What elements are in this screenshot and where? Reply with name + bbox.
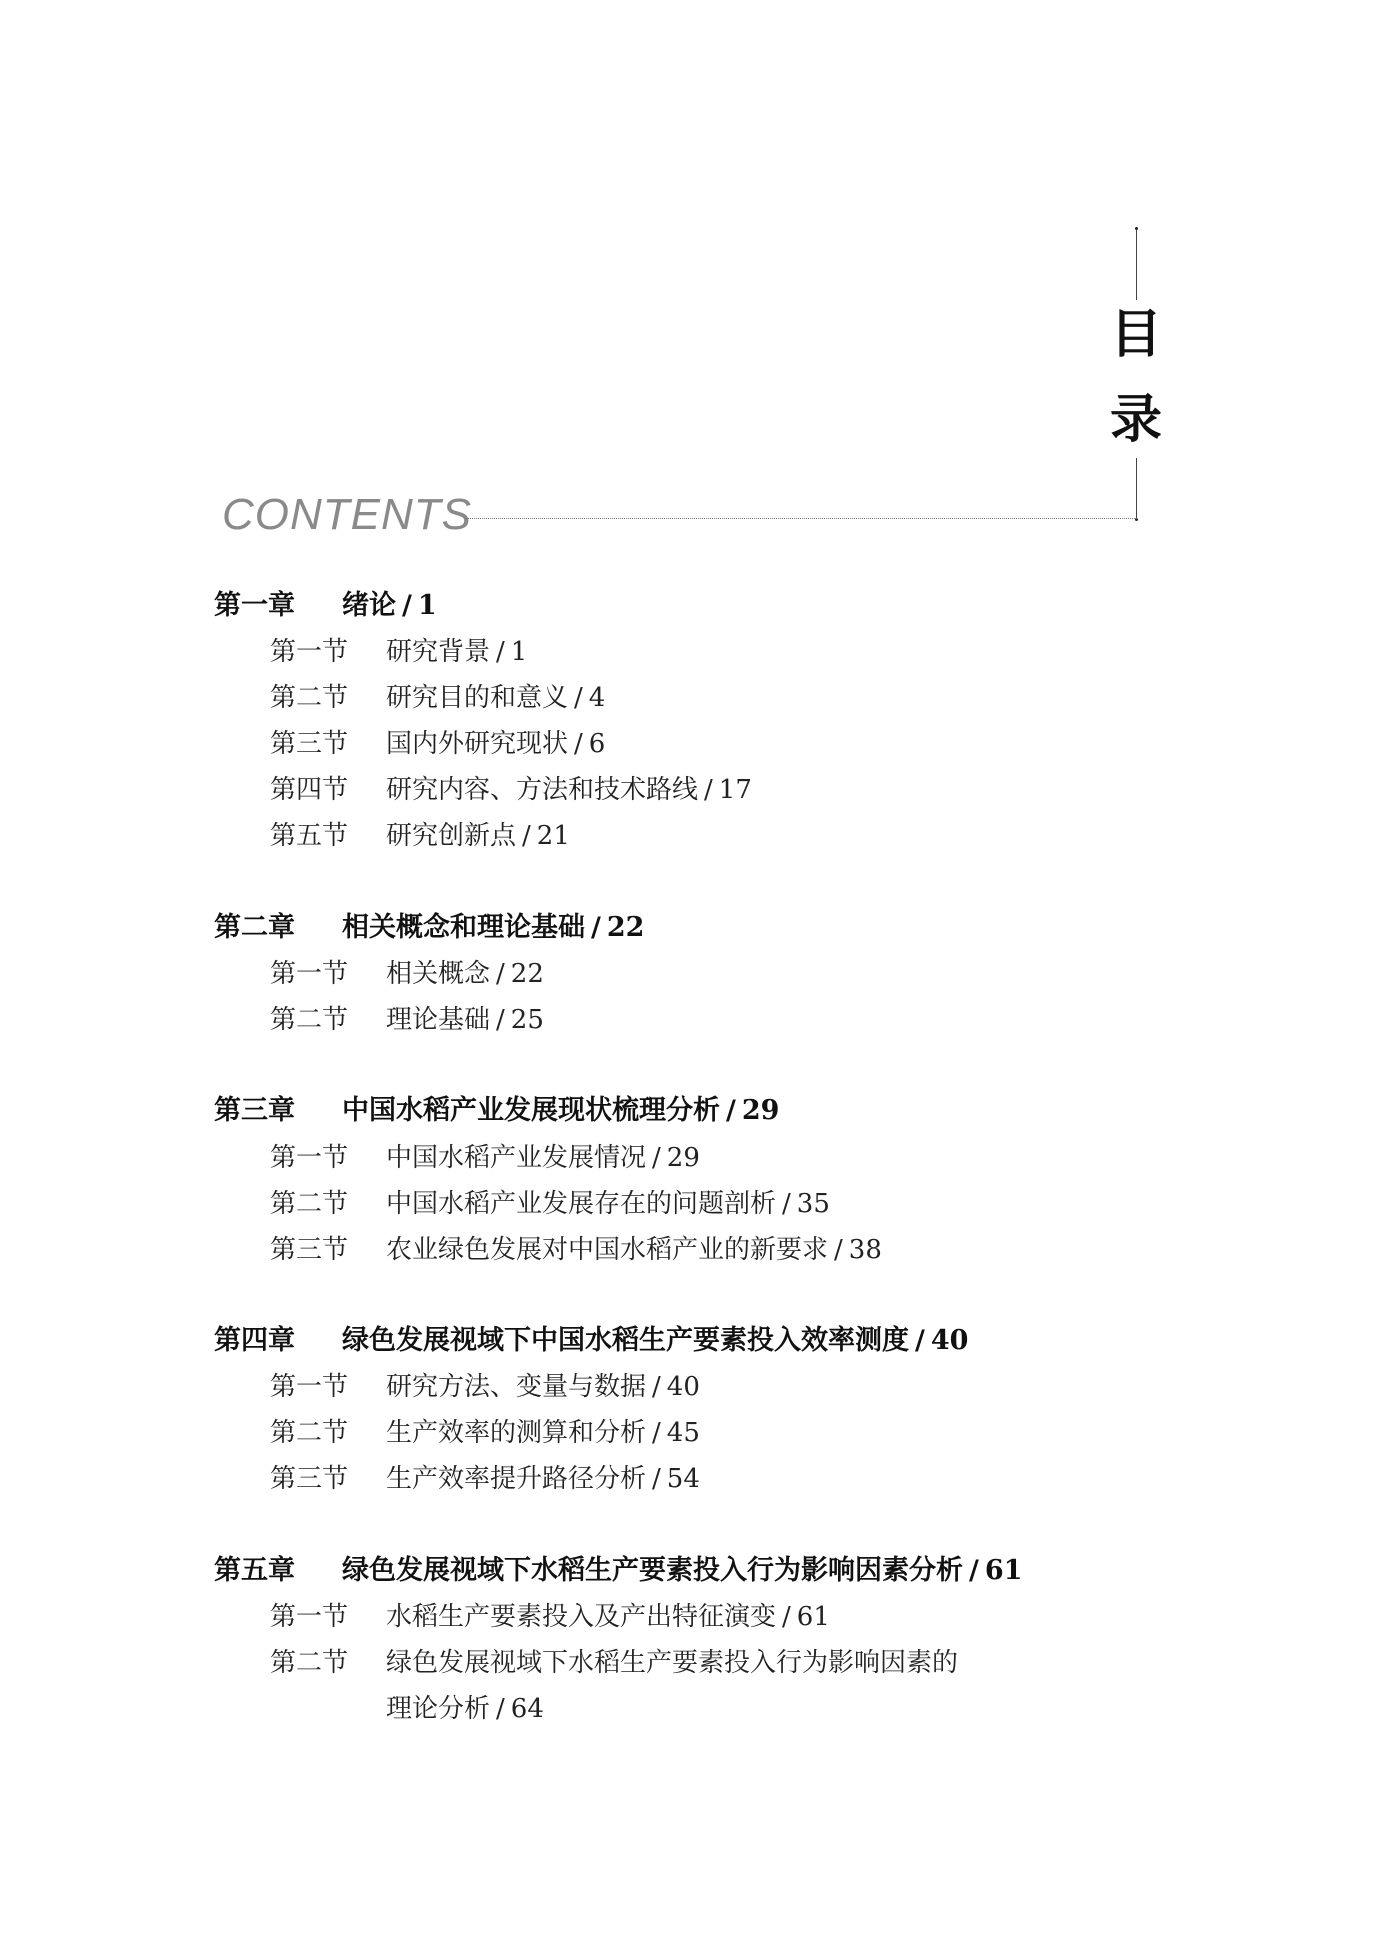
section-label: 第一节 [270, 1143, 349, 1173]
toc-section-5-2-continued[interactable] [386, 1691, 544, 1727]
section-page: 1 [510, 637, 528, 667]
page-separator: / [726, 1095, 736, 1126]
section-page: 4 [588, 683, 606, 713]
page-separator: / [496, 637, 505, 667]
chapter-label: 第二章 [214, 912, 295, 943]
toc-section-1-5[interactable] [270, 818, 570, 854]
section-page: 22 [510, 959, 544, 989]
page-separator: / [496, 959, 505, 989]
section-label: 第五节 [270, 821, 349, 851]
section-label: 第四节 [270, 775, 349, 805]
page-separator: / [652, 1464, 661, 1494]
page-separator: / [652, 1372, 661, 1402]
section-page: 61 [796, 1602, 830, 1632]
section-page: 17 [718, 775, 752, 805]
section-page: 25 [510, 1005, 544, 1035]
section-title: 国内外研究现状 [386, 729, 569, 759]
toc-section-1-1[interactable] [270, 634, 527, 670]
section-title: 中国水稻产业发展情况 [386, 1143, 647, 1173]
chapter-title: 绿色发展视域下中国水稻生产要素投入效率测度 [342, 1325, 909, 1356]
section-title: 生产效率提升路径分析 [386, 1464, 647, 1494]
section-title: 生产效率的测算和分析 [386, 1418, 647, 1448]
chapter-label: 第四章 [214, 1325, 295, 1356]
section-title: 绿色发展视域下水稻生产要素投入行为影响因素的 [386, 1648, 959, 1678]
page-separator: / [652, 1143, 661, 1173]
toc-section-3-1[interactable] [270, 1140, 700, 1176]
toc-section-4-1[interactable] [270, 1369, 700, 1405]
section-page: 40 [666, 1372, 700, 1402]
section-title: 研究内容、方法和技术路线 [386, 775, 699, 805]
chapter-title: 相关概念和理论基础 [342, 912, 585, 943]
contents-heading: CONTENTS [222, 490, 472, 539]
section-label: 第二节 [270, 683, 349, 713]
rule-end-dot [1135, 227, 1138, 230]
chapter-label: 第三章 [214, 1095, 295, 1126]
section-label: 第三节 [270, 1235, 349, 1265]
section-title-continued: 理论分析 [386, 1694, 491, 1724]
section-title: 农业绿色发展对中国水稻产业的新要求 [386, 1235, 829, 1265]
section-title: 研究目的和意义 [386, 683, 569, 713]
page-separator: / [402, 590, 412, 621]
section-page: 64 [510, 1694, 544, 1724]
section-title: 水稻生产要素投入及产出特征演变 [386, 1602, 777, 1632]
section-label: 第二节 [270, 1418, 349, 1448]
toc-section-1-4[interactable] [270, 772, 752, 808]
toc-section-1-2[interactable] [270, 680, 605, 716]
toc-chapter-5[interactable] [214, 1553, 1022, 1589]
page-separator: / [782, 1602, 791, 1632]
page-separator: / [969, 1555, 979, 1586]
page-separator: / [782, 1189, 791, 1219]
page-separator: / [574, 683, 583, 713]
section-label: 第三节 [270, 729, 349, 759]
page-separator: / [591, 912, 601, 943]
chapter-page: 61 [984, 1555, 1023, 1586]
section-page: 38 [848, 1235, 882, 1265]
section-page: 54 [666, 1464, 700, 1494]
section-label: 第二节 [270, 1005, 349, 1035]
toc-section-4-2[interactable] [270, 1415, 700, 1451]
title-rule-top [1136, 228, 1137, 300]
page-separator: / [834, 1235, 843, 1265]
toc-section-5-1[interactable] [270, 1599, 830, 1635]
page-separator: / [496, 1694, 505, 1724]
chapter-page: 29 [741, 1095, 780, 1126]
chapter-label: 第一章 [214, 590, 295, 621]
chapter-title: 绿色发展视域下水稻生产要素投入行为影响因素分析 [342, 1555, 963, 1586]
chapter-title: 中国水稻产业发展现状梳理分析 [342, 1095, 720, 1126]
section-title: 中国水稻产业发展存在的问题剖析 [386, 1189, 777, 1219]
toc-section-1-3[interactable] [270, 726, 605, 762]
section-label: 第一节 [270, 637, 349, 667]
section-page: 21 [536, 821, 570, 851]
section-title: 研究方法、变量与数据 [386, 1372, 647, 1402]
title-char-mu: 目 [1109, 304, 1162, 365]
toc-chapter-1[interactable] [214, 588, 437, 624]
title-rule-bottom [1136, 458, 1137, 520]
page-separator: / [522, 821, 531, 851]
chapter-page: 1 [417, 590, 437, 621]
page-separator: / [496, 1005, 505, 1035]
contents-dotted-rule [465, 518, 1137, 519]
chapter-label: 第五章 [214, 1555, 295, 1586]
section-label: 第一节 [270, 1372, 349, 1402]
chapter-page: 40 [930, 1325, 969, 1356]
toc-chapter-3[interactable] [214, 1093, 779, 1129]
section-label: 第三节 [270, 1464, 349, 1494]
section-label: 第一节 [270, 959, 349, 989]
section-page: 35 [796, 1189, 830, 1219]
section-label: 第二节 [270, 1648, 349, 1678]
section-page: 45 [666, 1418, 700, 1448]
section-label: 第二节 [270, 1189, 349, 1219]
section-page: 6 [588, 729, 606, 759]
chapter-page: 22 [606, 912, 645, 943]
section-title: 研究创新点 [386, 821, 517, 851]
toc-section-2-2[interactable] [270, 1002, 544, 1038]
toc-chapter-4[interactable] [214, 1323, 968, 1359]
toc-section-5-2[interactable] [270, 1645, 958, 1681]
toc-section-3-3[interactable] [270, 1232, 882, 1268]
section-label: 第一节 [270, 1602, 349, 1632]
section-title: 相关概念 [386, 959, 491, 989]
page-separator: / [704, 775, 713, 805]
section-page: 29 [666, 1143, 700, 1173]
title-char-lu: 录 [1109, 389, 1162, 450]
page-separator: / [915, 1325, 925, 1356]
chapter-title: 绪论 [342, 590, 396, 621]
toc-section-2-1[interactable] [270, 956, 544, 992]
page-separator: / [652, 1418, 661, 1448]
toc-section-4-3[interactable] [270, 1461, 700, 1497]
page-separator: / [574, 729, 583, 759]
toc-section-3-2[interactable] [270, 1186, 830, 1222]
section-title: 研究背景 [386, 637, 491, 667]
toc-chapter-2[interactable] [214, 910, 644, 946]
section-title: 理论基础 [386, 1005, 491, 1035]
